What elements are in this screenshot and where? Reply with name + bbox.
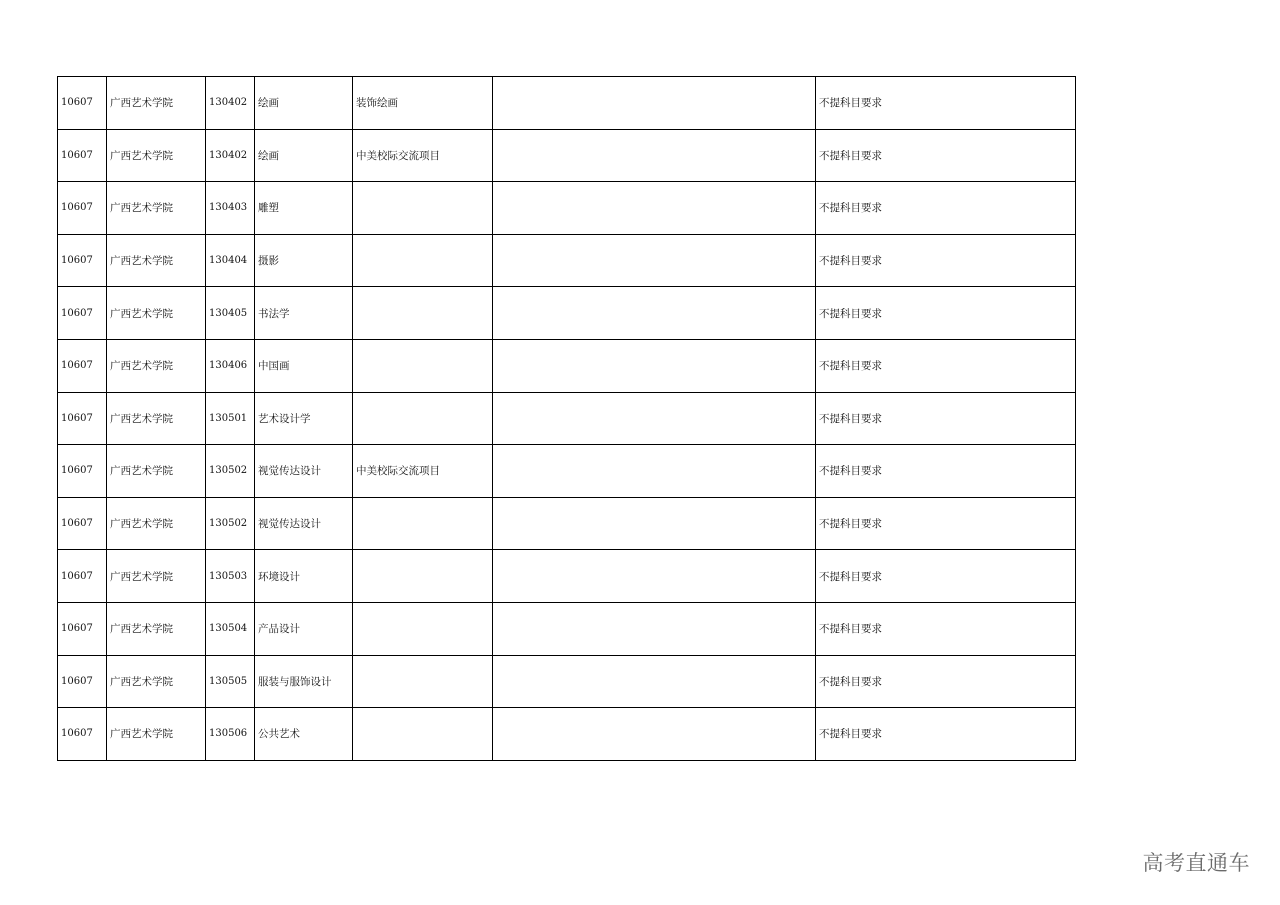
school-name-cell: 广西艺术学院 bbox=[107, 550, 206, 603]
note-cell bbox=[493, 339, 816, 392]
major-requirements-table bbox=[57, 76, 1076, 761]
direction-cell: 中美校际交流项目 bbox=[353, 445, 493, 498]
major-name-cell: 产品设计 bbox=[255, 602, 353, 655]
subject-requirement-cell: 不提科目要求 bbox=[816, 77, 1076, 130]
school-code-cell: 10607 bbox=[58, 77, 107, 130]
note-cell bbox=[493, 602, 816, 655]
table-row bbox=[58, 339, 1076, 392]
note-cell bbox=[493, 392, 816, 445]
table-row bbox=[58, 497, 1076, 550]
school-name-cell: 广西艺术学院 bbox=[107, 392, 206, 445]
school-name-cell: 广西艺术学院 bbox=[107, 234, 206, 287]
note-cell bbox=[493, 655, 816, 708]
school-name-cell: 广西艺术学院 bbox=[107, 129, 206, 182]
major-name-cell: 服装与服饰设计 bbox=[255, 655, 353, 708]
table-row bbox=[58, 655, 1076, 708]
direction-cell: 装饰绘画 bbox=[353, 77, 493, 130]
note-cell bbox=[493, 550, 816, 603]
school-code-cell: 10607 bbox=[58, 550, 107, 603]
major-name-cell: 绘画 bbox=[255, 77, 353, 130]
major-name-cell: 环境设计 bbox=[255, 550, 353, 603]
major-code-cell: 130502 bbox=[206, 445, 255, 498]
table-row bbox=[58, 392, 1076, 445]
school-code-cell: 10607 bbox=[58, 287, 107, 340]
major-code-cell: 130501 bbox=[206, 392, 255, 445]
major-code-cell: 130502 bbox=[206, 497, 255, 550]
table-body bbox=[58, 77, 1076, 761]
subject-requirement-cell: 不提科目要求 bbox=[816, 182, 1076, 235]
subject-requirement-cell: 不提科目要求 bbox=[816, 445, 1076, 498]
school-code-cell: 10607 bbox=[58, 708, 107, 761]
major-name-cell: 艺术设计学 bbox=[255, 392, 353, 445]
major-name-cell: 中国画 bbox=[255, 339, 353, 392]
subject-requirement-cell: 不提科目要求 bbox=[816, 129, 1076, 182]
school-code-cell: 10607 bbox=[58, 392, 107, 445]
school-name-cell: 广西艺术学院 bbox=[107, 77, 206, 130]
direction-cell: 中美校际交流项目 bbox=[353, 129, 493, 182]
subject-requirement-cell: 不提科目要求 bbox=[816, 339, 1076, 392]
major-name-cell: 绘画 bbox=[255, 129, 353, 182]
major-code-cell: 130406 bbox=[206, 339, 255, 392]
school-code-cell: 10607 bbox=[58, 182, 107, 235]
table-row bbox=[58, 602, 1076, 655]
major-code-cell: 130404 bbox=[206, 234, 255, 287]
direction-cell bbox=[353, 339, 493, 392]
major-code-cell: 130402 bbox=[206, 77, 255, 130]
subject-requirement-cell: 不提科目要求 bbox=[816, 287, 1076, 340]
subject-requirement-cell: 不提科目要求 bbox=[816, 708, 1076, 761]
subject-requirement-cell: 不提科目要求 bbox=[816, 392, 1076, 445]
major-code-cell: 130405 bbox=[206, 287, 255, 340]
school-code-cell: 10607 bbox=[58, 602, 107, 655]
major-code-cell: 130403 bbox=[206, 182, 255, 235]
school-code-cell: 10607 bbox=[58, 129, 107, 182]
table-row bbox=[58, 287, 1076, 340]
major-code-cell: 130503 bbox=[206, 550, 255, 603]
note-cell bbox=[493, 445, 816, 498]
school-code-cell: 10607 bbox=[58, 339, 107, 392]
school-name-cell: 广西艺术学院 bbox=[107, 708, 206, 761]
school-name-cell: 广西艺术学院 bbox=[107, 497, 206, 550]
direction-cell bbox=[353, 287, 493, 340]
major-code-cell: 130505 bbox=[206, 655, 255, 708]
subject-requirement-cell: 不提科目要求 bbox=[816, 655, 1076, 708]
note-cell bbox=[493, 234, 816, 287]
table-row bbox=[58, 550, 1076, 603]
major-name-cell: 公共艺术 bbox=[255, 708, 353, 761]
subject-requirement-cell: 不提科目要求 bbox=[816, 602, 1076, 655]
major-name-cell: 视觉传达设计 bbox=[255, 497, 353, 550]
direction-cell bbox=[353, 392, 493, 445]
direction-cell bbox=[353, 497, 493, 550]
direction-cell bbox=[353, 550, 493, 603]
major-code-cell: 130506 bbox=[206, 708, 255, 761]
major-name-cell: 书法学 bbox=[255, 287, 353, 340]
major-name-cell: 雕塑 bbox=[255, 182, 353, 235]
major-name-cell: 摄影 bbox=[255, 234, 353, 287]
table-row bbox=[58, 77, 1076, 130]
table-row bbox=[58, 708, 1076, 761]
direction-cell bbox=[353, 234, 493, 287]
note-cell bbox=[493, 708, 816, 761]
table-row bbox=[58, 129, 1076, 182]
school-name-cell: 广西艺术学院 bbox=[107, 445, 206, 498]
major-code-cell: 130504 bbox=[206, 602, 255, 655]
school-name-cell: 广西艺术学院 bbox=[107, 602, 206, 655]
note-cell bbox=[493, 129, 816, 182]
table-row bbox=[58, 234, 1076, 287]
table-row bbox=[58, 445, 1076, 498]
note-cell bbox=[493, 77, 816, 130]
school-name-cell: 广西艺术学院 bbox=[107, 287, 206, 340]
direction-cell bbox=[353, 708, 493, 761]
school-name-cell: 广西艺术学院 bbox=[107, 339, 206, 392]
direction-cell bbox=[353, 182, 493, 235]
subject-requirement-cell: 不提科目要求 bbox=[816, 234, 1076, 287]
school-code-cell: 10607 bbox=[58, 497, 107, 550]
school-name-cell: 广西艺术学院 bbox=[107, 182, 206, 235]
direction-cell bbox=[353, 655, 493, 708]
major-code-cell: 130402 bbox=[206, 129, 255, 182]
subject-requirement-cell: 不提科目要求 bbox=[816, 550, 1076, 603]
watermark-logo: 高考直通车 bbox=[1142, 851, 1250, 875]
school-code-cell: 10607 bbox=[58, 655, 107, 708]
note-cell bbox=[493, 182, 816, 235]
major-name-cell: 视觉传达设计 bbox=[255, 445, 353, 498]
note-cell bbox=[493, 497, 816, 550]
subject-requirement-cell: 不提科目要求 bbox=[816, 497, 1076, 550]
note-cell bbox=[493, 287, 816, 340]
school-code-cell: 10607 bbox=[58, 234, 107, 287]
direction-cell bbox=[353, 602, 493, 655]
school-name-cell: 广西艺术学院 bbox=[107, 655, 206, 708]
table-row bbox=[58, 182, 1076, 235]
school-code-cell: 10607 bbox=[58, 445, 107, 498]
